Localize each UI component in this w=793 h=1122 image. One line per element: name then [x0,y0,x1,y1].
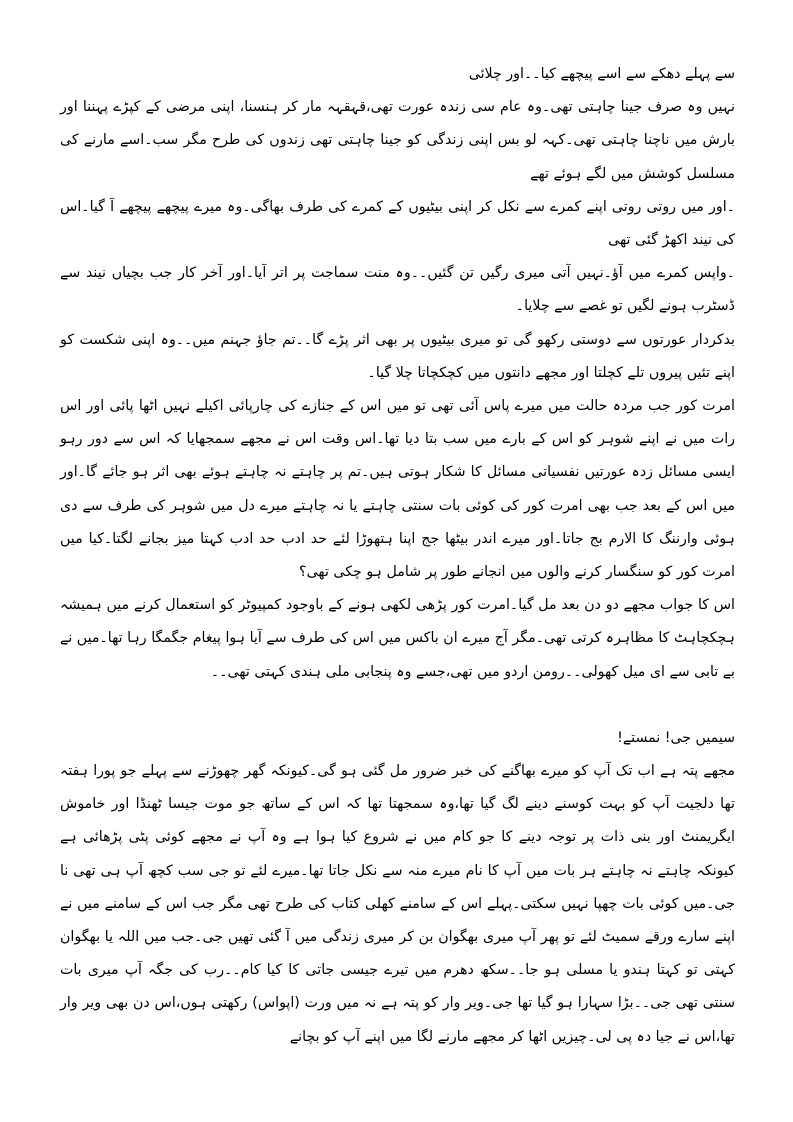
paragraph-3: ۔اور میں روتی روتی اپنے کمرے سے نکل کر اپنی بیٹیوں کے کمرے کی طرف بھاگی۔وہ میرے پیچھے پیچھے آ گیا۔اس کی نیند اکھڑ گئی تھی [60,198,735,249]
paragraph-7: اس کا جواب مجھے دو دن بعد مل گیا۔امرت کور پڑھی لکھی ہونے کے باوجود کمپیوٹر کو استعمال کرنے میں ہمیشہ ہچکچاہٹ کا مظاہرہ کرتی تھی۔مگر آج میرے ان باکس میں اس کی طرف سے آیا ہوا پیغام جگمگا رہا تھا۔میں نے بے تابی سے ای میل کھولی۔۔رومن اردو میں تھی،جسے وہ پنجابی ملی ہندی کہتی تھی۔۔ [60,597,735,680]
letter-body: مجھے پتہ ہے اب تک آپ کو میرے بھاگنے کی خبر ضرور مل گئی ہو گی۔کیونکہ گھر چھوڑنے سے پہلے جو پورا ہفتہ تھا دلجیت آپ کو بہت کوسنے دینے لگ گیا تھا،وہ سمجھتا تھا کہ اس کے ساتھ جو موت جیسا ٹھنڈا اور خاموش ایگریمنٹ اور بنی ذات پر توجہ دینے کا جو کام میں نے شروع کیا ہوا ہے وہ آپ نے مجھے کوئی پٹی پڑھائی ہے کیونکہ چاہتے نہ چاہتے ہر بات میں آپ کا نام میرے منہ سے نکل جاتا تھا۔میرے لئے تو جی سب کچھ آپ ہی تھی نا جی۔میں کوئی بات چھپا نہیں سکتی۔پہلے اس کے سامنے کھلی کتاب کی طرح تھی مگر جب اس کے سامنے میں نے اپنے سارے ورقے سمیٹ لئے تو پھر آپ میری بھگوان بن کر میری زندگی میں آ گئی تھیں جی۔جب میں اللہ یا بھگوان کہتی تو کہتا ہندو یا مسلی ہو جا۔۔سکھ دھرم میں تیرے جیسی جاتی کا کیا کام۔۔رب کی جگہ آپ میری بات سنتی تھی جی۔۔بڑا سہارا ہو گیا تھا جی۔ویر وار کو پتہ ہے نہ میں ورت (اپواس) رکھتی ہوں،اس دن بھی ویر وار تھا،اس نے جیا دہ پی لی۔چیزیں اٹھا کر مجھے مارنے لگا میں اپنے آپ کو بچانے [60,763,735,1045]
paragraph-6: امرت کور جب مردہ حالت میں میرے پاس آئی تھی تو میں اس کے جنازے کی چارپائی اکیلے نہیں اٹھا پائی اور اس رات میں نے اپنے شوہر کو اس کے بارے میں سب بتا دیا تھا۔اس وقت اس نے مجھے سمجھایا کہ اس سے دور رہو ایسی مسائل زدہ عورتیں نفسیاتی مسائل کا شکار ہوتی ہیں۔تم پر چاہتے نہ چاہتے ہوئے بھی اثر ہو جائے گا۔اور میں اس کے بعد جب بھی امرت کور کی کوئی بات سنتی چاہتے یا نہ چاہتے میرے دل میں شوہر کی طرف سے دی ہوئی وارننگ کا الارم بج جاتا۔اور میرے اندر بیٹھا جج اپنا ہتھوڑا لئے حد ادب حد ادب کہتا میز بجانے لگتا۔کیا میں امرت کور کو سنگسار کرنے والوں میں انجانے طور پر شامل ہو چکی تھی؟ [60,398,735,581]
document-body [60,58,735,1054]
paragraph-gap [60,689,735,722]
paragraph-5: بدکردار عورتوں سے دوستی رکھو گی تو میری بیٹیوں پر بھی اثر پڑے گا۔۔تم جاؤ جہنم میں۔۔وہ اپنی شکست کو اپنے تئیں پیروں تلے کچلتا اور مجھے دانتوں میں کچکچاتا چلا گیا۔ [60,331,735,381]
paragraph-2: نہیں وہ صرف جینا چاہتی تھی۔وہ عام سی زندہ عورت تھی،قہقہہ مار کر ہنسنا، اپنی مرضی کے کپڑے پہننا اور بارش میں ناچنا چاہتی تھی۔کہہ لو بس اپنی زندگی کو جینا چاہتی تھی زندوں کی طرح مگر سب۔اسے مارنے کی مسلسل کوشش میں لگے ہوئے تھے [60,99,735,182]
letter-salutation: سیمیں جی! نمستے! [617,729,735,746]
paragraph-1: سے پہلے دھکے سے اسے پیچھے کیا۔۔اور چلائی [468,66,735,82]
paragraph-4: ۔واپس کمرے میں آؤ۔نہیں آتی میری رگیں تن گئیں۔۔وہ منت سماجت پر اتر آیا۔اور آخر کار جب بچیاں نیند سے ڈسٹرب ہونے لگیں تو غصے سے چلایا۔ [60,265,735,315]
